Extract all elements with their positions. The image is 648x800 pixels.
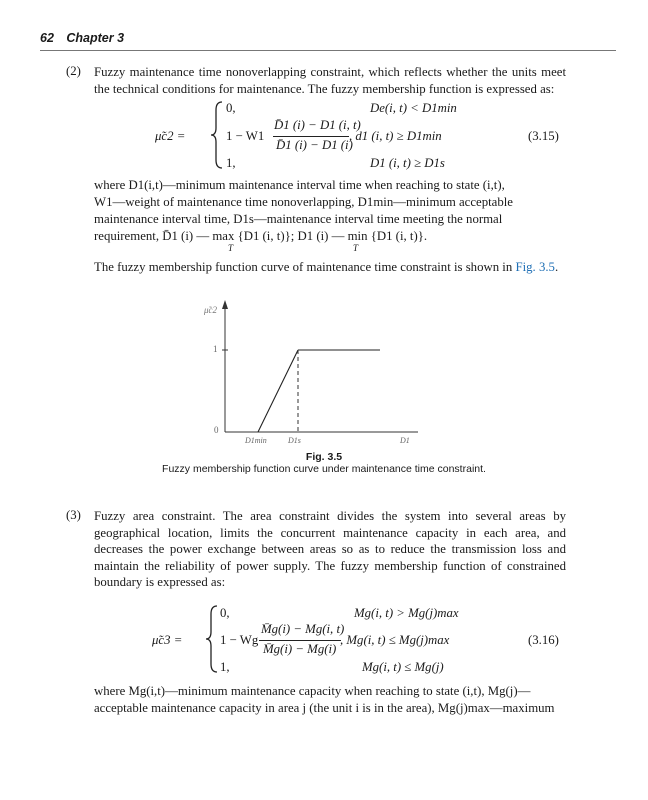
- eq316-lhs: μ̃c3 =: [152, 633, 183, 647]
- eq316-case2-num: M̄g(i) − Mg(i, t): [261, 622, 345, 636]
- eq316-case1-value: 0,: [220, 606, 230, 620]
- chapter-label: Chapter 3: [66, 31, 125, 45]
- section3-intro: Fuzzy area constraint. The area constraint divides the system into several areas by geographical location, limits the concurrent maintenance capacity in each area, and decreases the power exchange between areas so as to reduce the transmission loss and maintain the reliability of power supply. The fuzzy membership function of constrained boundary is expressed as:: [94, 509, 566, 590]
- y-axis-label: μ̃c2: [204, 305, 218, 315]
- eq316-case2-lead: 1 − Wg: [220, 633, 259, 647]
- figure-caption-text: Fuzzy membership function curve under maintenance time constraint.: [162, 463, 486, 475]
- eq316-case3-value: 1,: [220, 660, 230, 674]
- section2-where-line-1: where D1(i,t)—minimum maintenance interval time when reaching to state (i,t),: [94, 178, 505, 192]
- section2-where-line-3: maintenance interval time, D1s—maintenance interval time meeting the normal: [94, 212, 503, 226]
- x-tick-d1min: D1min: [245, 436, 267, 445]
- item-number-2: (2): [66, 64, 81, 78]
- eq315-case1-value: 0,: [226, 101, 236, 115]
- page-number: 62: [40, 31, 54, 45]
- eq316-case1-cond: Mg(i, t) > Mg(j)max: [354, 606, 459, 620]
- eq316-number: (3.16): [528, 633, 559, 647]
- item-number-3: (3): [66, 508, 81, 522]
- section3-where-line-2: acceptable maintenance capacity in area j (the unit i is in the area), Mg(j)max—maximum: [94, 701, 555, 715]
- section3-where-line-1: where Mg(i,t)—minimum maintenance capacity when reaching to state (i,t), Mg(j)—: [94, 684, 531, 698]
- eq315-number: (3.15): [528, 129, 559, 143]
- eq315-case1-cond: De(i, t) < D1min: [370, 101, 457, 115]
- where-sub-T-max: T: [228, 243, 234, 253]
- eq316-case2-den: M̄g(i) − Mg(i): [263, 642, 337, 656]
- eq315-case3-cond: D1 (i, t) ≥ D1s: [370, 156, 445, 170]
- eq315-case2-den: D̄1 (i) − D1 (i): [276, 138, 353, 152]
- y-tick-one: 1: [213, 344, 218, 354]
- eq315-case2-lead: 1 − W1: [226, 129, 265, 143]
- x-axis-label: D1: [400, 436, 410, 445]
- eq315-case2-num: D̄1 (i) − D1 (i, t): [274, 118, 361, 132]
- x-tick-d1s: D1s: [288, 436, 301, 445]
- eq316-brace: [205, 604, 219, 674]
- curve-sentence-period: .: [554, 260, 559, 274]
- eq316-case3-cond: Mg(i, t) ≤ Mg(j): [362, 660, 444, 674]
- curve-sentence-text: The fuzzy membership function curve of maintenance time constraint is shown in: [94, 260, 513, 274]
- eq316-case2-cond: , Mg(i, t) ≤ Mg(j)max: [340, 633, 450, 647]
- eq315-lhs: μ̃c2 =: [155, 129, 186, 143]
- section2-where-line-2: W1—weight of maintenance time nonoverlapping, D1min—minimum acceptable: [94, 195, 513, 209]
- eq316-fraction-bar: [259, 640, 341, 641]
- section2-where-line-4: requirement, D̄1 (i) — max {D1 (i, t)}; D1 (i) — min {D1 (i, t)}.: [94, 229, 428, 243]
- figure-caption-title: Fig. 3.5: [305, 451, 343, 463]
- origin-label: 0: [214, 425, 219, 435]
- fig-3-5-link[interactable]: Fig. 3.5: [515, 260, 555, 274]
- section2-intro: Fuzzy maintenance time nonoverlapping constraint, which reflects whether the units meet the technical conditions for maintenance. The fuzzy membership function is expressed as:: [94, 65, 566, 96]
- eq315-case3-value: 1,: [226, 156, 236, 170]
- eq315-case2-cond: , d1 (i, t) ≥ D1min: [349, 129, 442, 143]
- where-sub-T-min: T: [353, 243, 359, 253]
